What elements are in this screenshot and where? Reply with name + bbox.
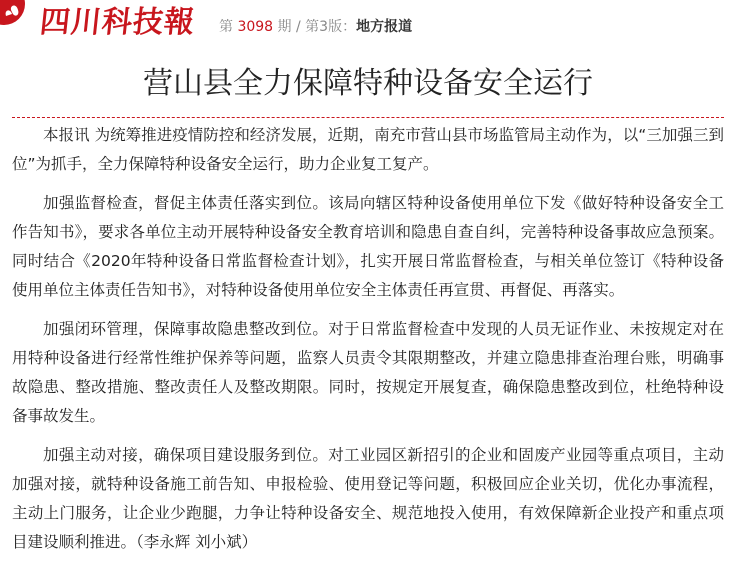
article-title: 营山县全力保障特种设备安全运行 [143,66,593,101]
flower-logo-icon[interactable] [0,0,26,26]
issue-number: 3098 [237,19,274,35]
title-divider [12,117,724,118]
newspaper-header [0,0,736,52]
newspaper-masthead[interactable]: 四川科技報 [38,5,197,40]
issue-info [219,17,412,37]
issue-prefix: 第 [219,19,233,35]
article-paragraph-inspection: 加强监督检查，督促主体责任落实到位。该局向辖区特种设备使用单位下发《做好特种设备安全工作告知书》，要求各单位主动开展特种设备安全教育培训和隐患自查自纠，完善特种设备事故应急预案。同时结合《2020年特种设备日常监督检查计划》，扎实开展日常监督检查，与相关单位签订《特种设备使用单位主体责任告知书》，对特种设备使用单位安全主体责任再宣贯、再督促、再落实。 [12,194,724,299]
article-paragraph-hazard-rectification: 加强闭环管理，保障事故隐患整改到位。对于日常监督检查中发现的人员无证作业、未按规定对在用特种设备进行经常性维护保养等问题，监察人员责令其限期整改，并建立隐患排查治理台账，明确事故隐患、整改措施、整改责任人及整改期限。同时，按规定开展复查，确保隐患整改到位，杜绝特种设备事故发生。 [12,320,724,425]
section-name[interactable]: 地方报道 [356,19,413,35]
issue-suffix: 期 / 第3版： [277,19,357,35]
article-paragraph-project-service: 加强主动对接，确保项目建设服务到位。对工业园区新招引的企业和固废产业园等重点项目，主动加强对接，就特种设备施工前告知、申报检验、使用登记等问题，积极回应企业关切，优化办事流程，主动上门服务，让企业少跑腿，力争让特种设备安全、规范地投入使用，有效保障新企业投产和重点项目建设顺利推进。（李永辉 刘小斌） [12,446,724,551]
article-paragraph-lead: 本报讯 为统筹推进疫情防控和经济发展，近期，南充市营山县市场监管局主动作为，以“三加强三到位”为抓手，全力保障特种设备安全运行，助力企业复工复产。 [12,126,724,173]
article-body [12,121,724,567]
